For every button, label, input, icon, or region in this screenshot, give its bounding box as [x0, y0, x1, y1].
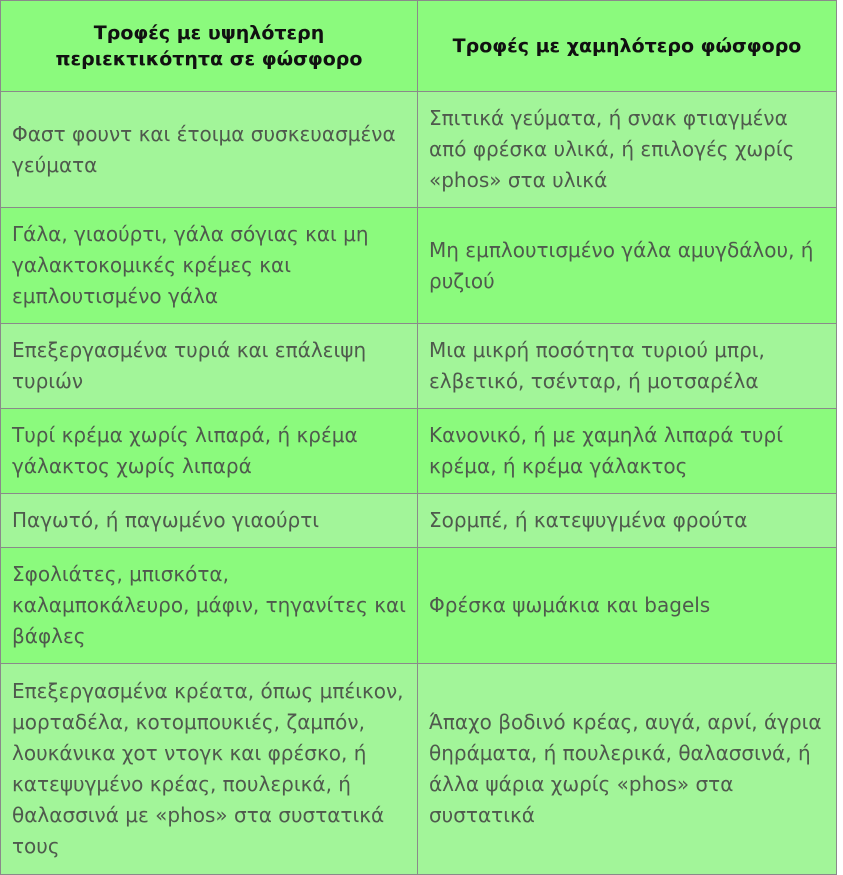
table-row	[1, 494, 837, 548]
cell-higher: Επεξεργασμένα τυριά και επάλειψη τυριών	[1, 324, 418, 409]
header-lower-phosphorus: Τροφές με χαμηλότερο φώσφορο	[418, 1, 837, 92]
table-row	[1, 548, 837, 664]
table-row	[1, 92, 837, 208]
cell-lower: Άπαχο βοδινό κρέας, αυγά, αρνί, άγρια θηράματα, ή πουλερικά, θαλασσινά, ή άλλα ψάρια χωρίς «phos» στα συστατικά	[418, 664, 837, 875]
cell-lower: Μια μικρή ποσότητα τυριού μπρι, ελβετικό, τσένταρ, ή μοτσαρέλα	[418, 324, 837, 409]
table-row	[1, 208, 837, 324]
table-row	[1, 324, 837, 409]
cell-higher: Γάλα, γιαούρτι, γάλα σόγιας και μη γαλακτοκομικές κρέμες και εμπλουτισμένο γάλα	[1, 208, 418, 324]
cell-lower: Κανονικό, ή με χαμηλά λιπαρά τυρί κρέμα, ή κρέμα γάλακτος	[418, 409, 837, 494]
cell-higher: Τυρί κρέμα χωρίς λιπαρά, ή κρέμα γάλακτος χωρίς λιπαρά	[1, 409, 418, 494]
header-higher-phosphorus: Τροφές με υψηλότερη περιεκτικότητα σε φώσφορο	[1, 1, 418, 92]
table-header-row	[1, 1, 837, 92]
cell-higher: Επεξεργασμένα κρέατα, όπως μπέικον, μορταδέλα, κοτομπουκιές, ζαμπόν, λουκάνικα χοτ ντογκ και φρέσκο, ή κατεψυγμένο κρέας, πουλερικά, ή θαλασσινά με «phos» στα συστατικά τους	[1, 664, 418, 875]
cell-higher: Φαστ φουντ και έτοιμα συσκευασμένα γεύματα	[1, 92, 418, 208]
table-row	[1, 409, 837, 494]
table-row	[1, 664, 837, 875]
cell-lower: Μη εμπλουτισμένο γάλα αμυγδάλου, ή ρυζιού	[418, 208, 837, 324]
cell-lower: Σπιτικά γεύματα, ή σνακ φτιαγμένα από φρέσκα υλικά, ή επιλογές χωρίς «phos» στα υλικά	[418, 92, 837, 208]
cell-lower: Φρέσκα ψωμάκια και bagels	[418, 548, 837, 664]
cell-higher: Παγωτό, ή παγωμένο γιαούρτι	[1, 494, 418, 548]
cell-higher: Σφολιάτες, μπισκότα, καλαμποκάλευρο, μάφιν, τηγανίτες και βάφλες	[1, 548, 418, 664]
cell-lower: Σορμπέ, ή κατεψυγμένα φρούτα	[418, 494, 837, 548]
